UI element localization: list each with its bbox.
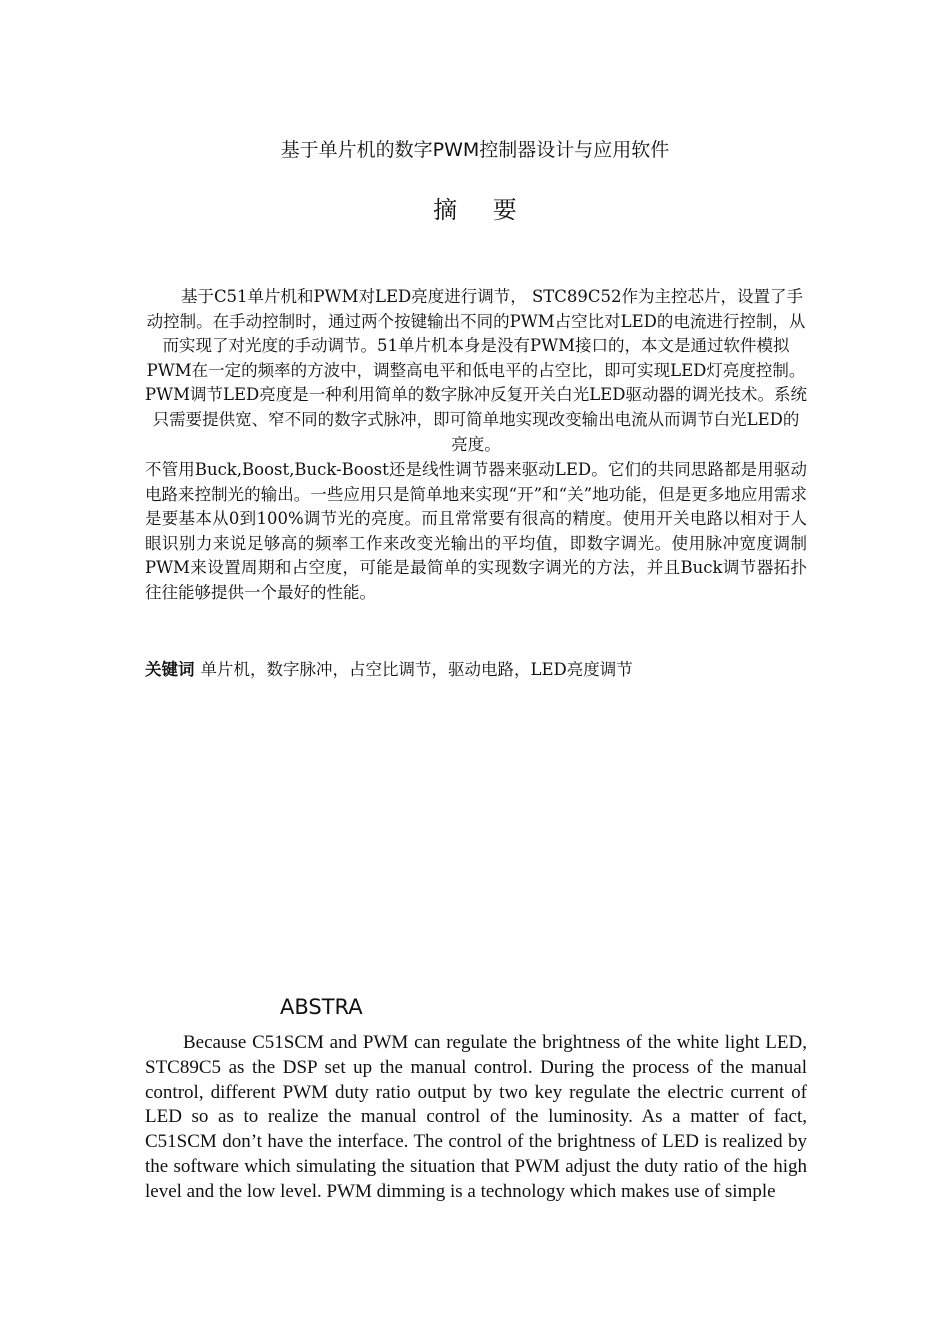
keywords-text: 单片机，数字脉冲，占空比调节，驱动电路，LED亮度调节 [200, 660, 633, 679]
keywords-line [145, 658, 807, 682]
abstract-english-paragraph: Because C51SCM and PWM can regulate the brightness of the white light LED, STC89C5 as the DSP set up the manual control. During the process of the manual control, different PWM duty ratio output by two key regulate the electric current of LED so as to realize the manual control of the luminosity. As a matter of fact, C51SCM don’t have the interface. The control of the brightness of LED is realized by the software which simulating the situation that PWM adjust the duty ratio of the high level and the low level. PWM dimming is a technology which makes use of simple [145, 1032, 807, 1202]
abstract-chinese-paragraph-2: 不管用Buck,Boost,Buck-Boost还是线性调节器来驱动LED。它们的共同思路都是用驱动电路来控制光的输出。一些应用只是简单地来实现“开”和“关”地功能，但是更多地应用需求是要基本从0到100%调节光的亮度。而且常常要有很高的精度。使用开关电路以相对于人眼识别力来说足够高的频率工作来改变光输出的平均值，即数字调光。使用脉冲宽度调制PWM来设置周期和占空度，可能是最简单的实现数字调光的方法，并且Buck调节器拓扑往往能够提供一个最好的性能。 [145, 460, 807, 602]
keywords-label: 关键词 [145, 660, 195, 679]
abstract-heading-chinese: 摘 要 [433, 196, 531, 224]
document-title: 基于单片机的数字PWM控制器设计与应用软件 [280, 139, 670, 161]
abstract-chinese-paragraph-1: 基于C51单片机和PWM对LED亮度进行调节， STC89C52作为主控芯片，设置了手动控制。在手动控制时，通过两个按键输出不同的PWM占空比对LED的电流进行控制，从而实现了对光度的手动调节。51单片机本身是没有PWM接口的，本文是通过软件模拟PWM在一定的频率的方波中，调整高电平和低电平的占空比，即可实现LED灯亮度控制。PWM调节LED亮度是一种利用简单的数字脉冲反复开关白光LED驱动器的调光技术。系统只需要提供宽、窄不同的数字式脉冲，即可简单地实现改变输出电流从而调节白光LED的亮度。 [145, 287, 807, 454]
abstract-heading-english: ABSTRA [280, 995, 363, 1019]
